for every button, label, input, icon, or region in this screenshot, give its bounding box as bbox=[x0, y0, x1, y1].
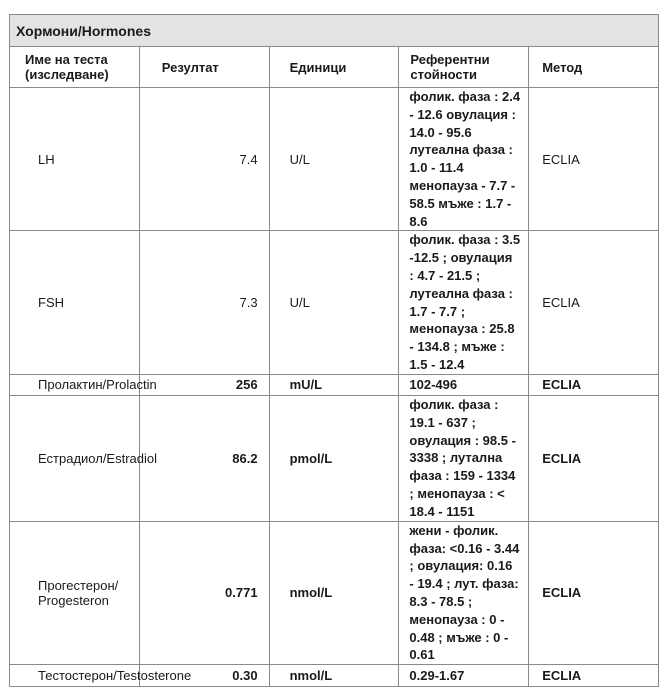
test-reference: фолик. фаза : 19.1 - 637 ; овулация : 98.5 - 3338 ; лутална фаза : 159 - 1334 ; менопауза : < 18.4 - 1151 bbox=[399, 395, 529, 521]
test-result: 7.4 bbox=[139, 88, 269, 231]
test-method: ECLIA bbox=[529, 231, 659, 374]
column-header-units: Единици bbox=[269, 47, 399, 88]
section-title: Хормони/Hormones bbox=[10, 15, 659, 47]
test-unit: nmol/L bbox=[269, 521, 399, 664]
test-method: ECLIA bbox=[529, 374, 659, 395]
test-result: 256 bbox=[139, 374, 269, 395]
column-header-method: Метод bbox=[529, 47, 659, 88]
test-unit: U/L bbox=[269, 231, 399, 374]
table-row-progesteron bbox=[10, 521, 659, 664]
test-method: ECLIA bbox=[529, 88, 659, 231]
test-unit: mU/L bbox=[269, 374, 399, 395]
test-method: ECLIA bbox=[529, 395, 659, 521]
test-result: 7.3 bbox=[139, 231, 269, 374]
test-reference: фолик. фаза : 2.4 - 12.6 овулация : 14.0 - 95.6 лутеална фаза : 1.0 - 11.4 менопауза - 7.7 - 58.5 мъже : 1.7 - 8.6 bbox=[399, 88, 529, 231]
column-header-name: Име на теста (изследване) bbox=[10, 47, 140, 88]
table-row-testosterone bbox=[10, 665, 659, 687]
hormones-table bbox=[9, 14, 659, 687]
test-reference: жени - фолик. фаза: <0.16 - 3.44 ; овулация: 0.16 - 19.4 ; лут. фаза: 8.3 - 78.5 ; менопауза : 0 - 0.48 ; мъже : 0 - 0.61 bbox=[399, 521, 529, 664]
test-name: Прогестерон/ Progesteron bbox=[10, 521, 140, 664]
test-method: ECLIA bbox=[529, 521, 659, 664]
column-header-reference: Референтни стойности bbox=[399, 47, 529, 88]
test-unit: U/L bbox=[269, 88, 399, 231]
test-method: ECLIA bbox=[529, 665, 659, 687]
test-name: FSH bbox=[10, 231, 140, 374]
test-result: 86.2 bbox=[139, 395, 269, 521]
test-unit: pmol/L bbox=[269, 395, 399, 521]
test-name: LH bbox=[10, 88, 140, 231]
test-result: 0.30 bbox=[139, 665, 269, 687]
test-reference: 0.29-1.67 bbox=[399, 665, 529, 687]
test-unit: nmol/L bbox=[269, 665, 399, 687]
test-reference: 102-496 bbox=[399, 374, 529, 395]
test-name: Тестостерон/Testosterone bbox=[10, 665, 140, 687]
table-row-fsh bbox=[10, 231, 659, 374]
test-name: Пролактин/Prolactin bbox=[10, 374, 140, 395]
table-row-estradiol bbox=[10, 395, 659, 521]
table-row-lh bbox=[10, 88, 659, 231]
test-reference: фолик. фаза : 3.5 -12.5 ; овулация : 4.7 - 21.5 ; лутеална фаза : 1.7 - 7.7 ; менопауза : 25.8 - 134.8 ; мъже : 1.5 - 12.4 bbox=[399, 231, 529, 374]
test-result: 0.771 bbox=[139, 521, 269, 664]
test-name: Естрадиол/Estradiol bbox=[10, 395, 140, 521]
column-header-row bbox=[10, 47, 659, 88]
column-header-result: Резултат bbox=[139, 47, 269, 88]
table-row-prolactin bbox=[10, 374, 659, 395]
